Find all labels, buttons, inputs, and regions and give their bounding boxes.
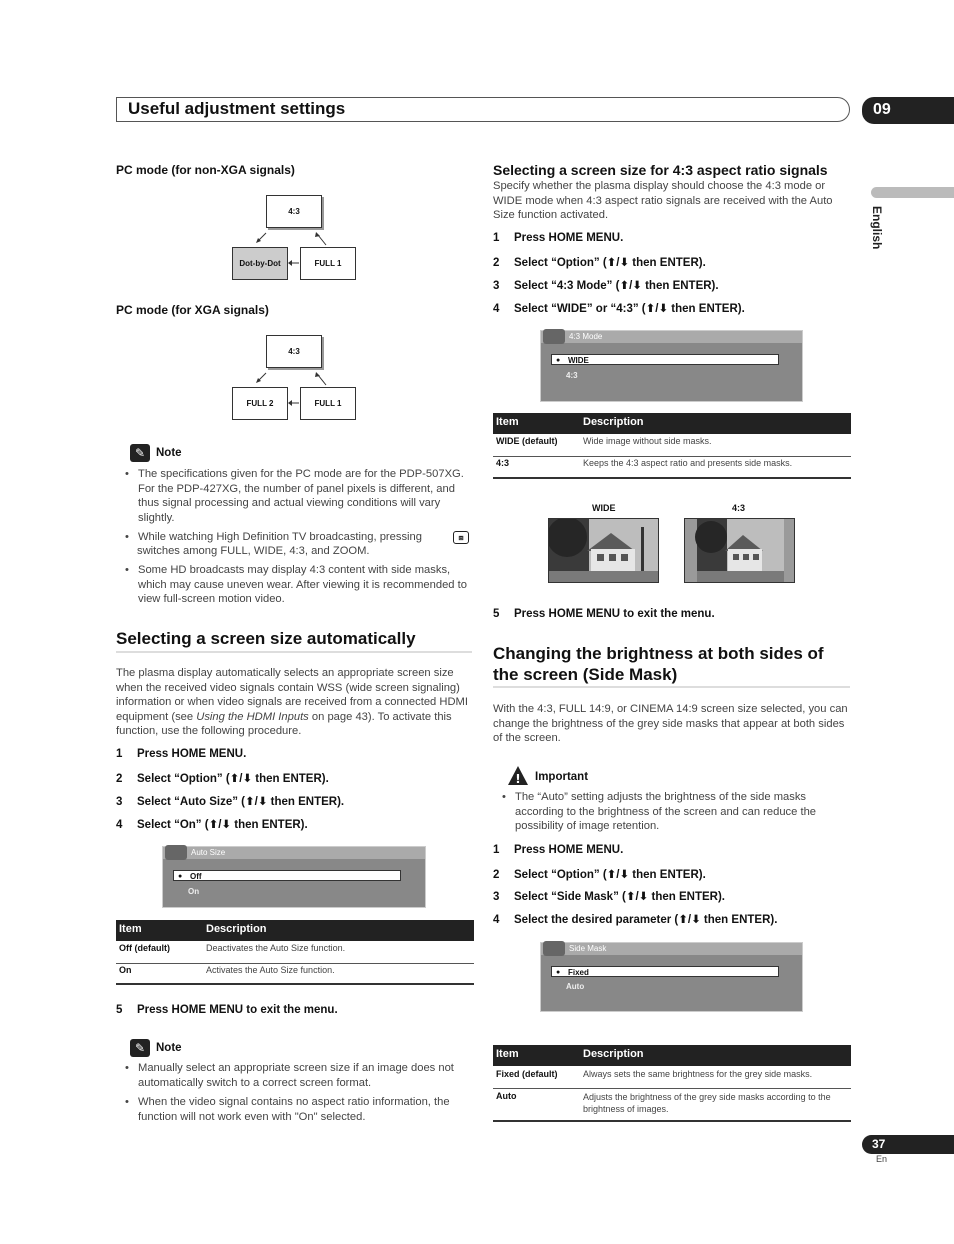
- osd-selected-option: ● Off: [173, 870, 401, 881]
- osd-title: Side Mask: [569, 944, 607, 953]
- step: 3 Select “Auto Size” (⬆/⬇ then ENTER).: [116, 796, 345, 808]
- section-heading: Changing the brightness at both sides of the screen (Side Mask): [493, 644, 824, 684]
- screen-size-button-icon: ⧈: [453, 531, 469, 544]
- table-row: WIDE (default) Wide image without side masks.: [493, 434, 851, 457]
- page-title: Useful adjustment settings: [128, 99, 346, 118]
- osd-43-mode: [540, 330, 803, 402]
- photo-label-wide: WIDE: [592, 503, 616, 513]
- osd-selected-option: ● WIDE: [551, 354, 779, 365]
- note-label: Note: [156, 1042, 182, 1054]
- page-lang-code: En: [876, 1154, 888, 1164]
- wide-example-image: [548, 518, 659, 583]
- tv-menu-icon: [543, 329, 565, 344]
- section-intro: With the 4:3, FULL 14:9, or CINEMA 14:9 screen size selected, you can change the brightness of the grey side masks that appear at both sides of the screen.: [493, 703, 848, 745]
- step: 1 Press HOME MENU.: [116, 748, 247, 760]
- mode-box-full1: FULL 1: [300, 387, 356, 420]
- osd-auto-size: [162, 846, 426, 908]
- step: 4 Select “WIDE” or “4:3” (⬆/⬇ then ENTER).: [493, 303, 745, 315]
- photo-label-43: 4:3: [732, 503, 746, 513]
- step: 3 Select “Side Mask” (⬆/⬇ then ENTER).: [493, 891, 725, 903]
- step: 1 Press HOME MENU.: [493, 844, 624, 856]
- osd-title: 4:3 Mode: [569, 332, 603, 341]
- step: 5 Press HOME MENU to exit the menu.: [116, 1004, 338, 1016]
- step: 3 Select “4:3 Mode” (⬆/⬇ then ENTER).: [493, 280, 719, 292]
- osd-selected-option: ● Fixed: [551, 966, 779, 977]
- 43-example-image: [684, 518, 795, 583]
- note-pencil-icon: ✎: [130, 444, 150, 462]
- page-number: 37: [862, 1135, 954, 1154]
- 43-mode-table: Item Description WIDE (default) Wide image without side masks. 4:3 Keeps the 4:3 aspect ratio and presents side masks.: [493, 413, 851, 480]
- step: 5 Press HOME MENU to exit the menu.: [493, 608, 715, 620]
- side-mask-table: Item Description Fixed (default) Always sets the same brightness for the grey side masks. Auto Adjusts the brightness of the grey side masks according to the brightness of images.: [493, 1045, 851, 1125]
- important-item: • The “Auto” setting adjusts the brightness of the side masks according to the brightness of the screen and can reduce the possibility of image retention.: [493, 790, 851, 834]
- note-item: • Some HD broadcasts may display 4:3 content with side masks, which may cause uneven wear. After viewing it is recommended to view full-screen motion video.: [116, 563, 474, 607]
- important-label: Important: [535, 771, 589, 783]
- mode-box-43: 4:3: [266, 195, 322, 228]
- osd-side-mask: [540, 942, 803, 1012]
- language-label: English: [870, 206, 884, 250]
- section-rule: [116, 651, 472, 653]
- tv-menu-icon: [165, 845, 187, 860]
- step: 1 Press HOME MENU.: [493, 232, 624, 244]
- step: 2 Select “Option” (⬆/⬇ then ENTER).: [493, 257, 706, 269]
- osd-option: Auto: [566, 982, 585, 991]
- note-item: • When the video signal contains no aspect ratio information, the function will not work even with "On" selected.: [116, 1095, 474, 1124]
- language-tab: [871, 187, 954, 198]
- section-rule: [493, 686, 850, 688]
- subsection-heading: Selecting a screen size for 4:3 aspect ratio signals: [493, 162, 828, 178]
- table-row: Auto Adjusts the brightness of the grey side masks according to the brightness of images.: [496, 1091, 831, 1114]
- osd-option: On: [188, 887, 200, 896]
- step: 2 Select “Option” (⬆/⬇ then ENTER).: [116, 773, 329, 785]
- pc-xga-arrows: [230, 365, 360, 425]
- warning-icon: [507, 765, 529, 786]
- section-intro: The plasma display automatically selects an appropriate screen size when the received video signals contain WSS (wide screen signaling) information or when video signals are received from a connected HDMI equipment (see Using the HDMI Inputs on page 43). To activate this function, use the following procedure.: [116, 667, 468, 738]
- mode-box-dot-by-dot: Dot-by-Dot: [232, 247, 288, 280]
- table-row: Fixed (default) Always sets the same brightness for the grey side masks.: [493, 1066, 851, 1089]
- subsection-intro: Specify whether the plasma display should choose the 4:3 mode or WIDE mode when 4:3 aspect ratio signals are received with the Auto Size function activated.: [493, 180, 833, 222]
- mode-box-43: 4:3: [266, 335, 322, 368]
- note-item: • The specifications given for the PC mode are for the PDP-507XG. For the PDP-427XG, the number of panel pixels is different, and thus signal processing and actual viewing conditions will vary slightly.: [116, 467, 474, 525]
- note-item: • Manually select an appropriate screen size if an image does not automatically switch to a correct screen format.: [116, 1061, 474, 1090]
- step: 2 Select “Option” (⬆/⬇ then ENTER).: [493, 869, 706, 881]
- chapter-tab: 09: [862, 97, 954, 124]
- auto-size-table: Item Description Off (default) Deactivates the Auto Size function. On Activates the Auto Size function.: [116, 920, 474, 986]
- pc-xga-heading: PC mode (for XGA signals): [116, 303, 269, 317]
- pc-nonxga-arrows: [230, 225, 360, 285]
- tv-menu-icon: [543, 941, 565, 956]
- svg-text:!: !: [515, 772, 521, 786]
- mode-box-full2: FULL 2: [232, 387, 288, 420]
- step: 4 Select the desired parameter (⬆/⬇ then ENTER).: [493, 914, 778, 926]
- note-item: • While watching High Definition TV broadcasting, pressing: [116, 530, 456, 545]
- note-item-continuation: switches among FULL, WIDE, 4:3, and ZOOM.: [137, 545, 370, 557]
- osd-title: Auto Size: [191, 848, 226, 857]
- step: 4 Select “On” (⬆/⬇ then ENTER).: [116, 819, 308, 831]
- section-heading: Selecting a screen size automatically: [116, 629, 416, 648]
- note-pencil-icon: ✎: [130, 1039, 150, 1057]
- pc-nonxga-heading: PC mode (for non-XGA signals): [116, 163, 295, 177]
- mode-box-full1: FULL 1: [300, 247, 356, 280]
- osd-option: 4:3: [566, 371, 578, 380]
- table-row: Off (default) Deactivates the Auto Size function.: [116, 941, 474, 964]
- table-row: 4:3 Keeps the 4:3 aspect ratio and presents side masks.: [496, 458, 793, 468]
- table-row: On Activates the Auto Size function.: [119, 965, 335, 975]
- note-label: Note: [156, 447, 182, 459]
